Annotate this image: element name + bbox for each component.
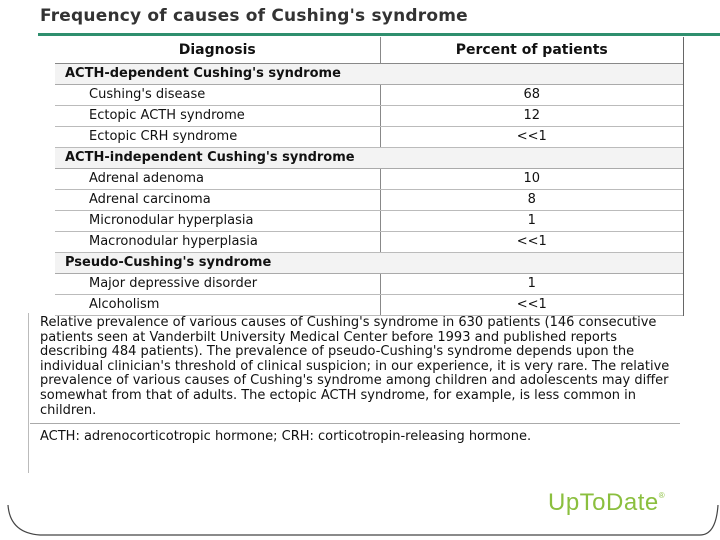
table-row <box>55 169 683 190</box>
diagnosis-cell: Macronodular hyperplasia <box>55 232 380 253</box>
percent-cell: 1 <box>380 274 683 295</box>
logo-registered-mark: ® <box>658 491 666 500</box>
abbreviations-text: ACTH: adrenocorticotropic hormone; CRH: corticotropin-releasing hormone. <box>40 429 532 445</box>
table-row <box>55 106 683 127</box>
section-label: Pseudo-Cushing's syndrome <box>55 253 683 274</box>
caption-border <box>28 313 29 473</box>
slide-frame-curve <box>0 505 720 540</box>
percent-cell: 12 <box>380 106 683 127</box>
caption-text: Relative prevalence of various causes of Cushing's syndrome in 630 patients (146 consecutive patients seen at Vanderbilt University Medical Center before 1993 and published reports describing 484 patients). The prevalence of pseudo-Cushing's syndrome depends upon the individual clinician's threshold of clinical suspicion; in our experience, it is very rare. The relative prevalence of various causes of Cushing's syndrome among children and adolescents may differ somewhat from that of adults. The ectopic ACTH syndrome, for example, is less common in children. <box>40 315 670 418</box>
diagnosis-cell: Ectopic ACTH syndrome <box>55 106 380 127</box>
title-divider <box>38 33 720 36</box>
diagnosis-cell: Major depressive disorder <box>55 274 380 295</box>
section-label: ACTH-independent Cushing's syndrome <box>55 148 683 169</box>
diagnosis-cell: Micronodular hyperplasia <box>55 211 380 232</box>
page-title: Frequency of causes of Cushing's syndrome <box>40 6 468 26</box>
causes-table-container <box>55 37 684 316</box>
header-diagnosis: Diagnosis <box>55 37 380 64</box>
table-row <box>55 232 683 253</box>
causes-table <box>55 37 683 316</box>
table-row <box>55 211 683 232</box>
percent-cell: 68 <box>380 85 683 106</box>
section-row <box>55 253 683 274</box>
diagnosis-cell: Ectopic CRH syndrome <box>55 127 380 148</box>
percent-cell: <<1 <box>380 127 683 148</box>
section-row <box>55 148 683 169</box>
caption-divider <box>30 423 680 424</box>
percent-cell: 1 <box>380 211 683 232</box>
percent-cell: <<1 <box>380 232 683 253</box>
section-row <box>55 64 683 85</box>
diagnosis-cell: Cushing's disease <box>55 85 380 106</box>
percent-cell: <<1 <box>380 295 683 316</box>
section-label: ACTH-dependent Cushing's syndrome <box>55 64 683 85</box>
frame-curve-path <box>8 505 718 535</box>
diagnosis-cell: Adrenal carcinoma <box>55 190 380 211</box>
table-row <box>55 85 683 106</box>
header-percent: Percent of patients <box>380 37 683 64</box>
logo-text: UpToDate <box>548 489 659 516</box>
table-header-row <box>55 37 683 64</box>
table-caption <box>30 313 680 447</box>
table-row <box>55 274 683 295</box>
table-row <box>55 127 683 148</box>
percent-cell: 8 <box>380 190 683 211</box>
diagnosis-cell: Alcoholism <box>55 295 380 316</box>
table-row <box>55 190 683 211</box>
diagnosis-cell: Adrenal adenoma <box>55 169 380 190</box>
table-body <box>55 64 683 316</box>
percent-cell: 10 <box>380 169 683 190</box>
